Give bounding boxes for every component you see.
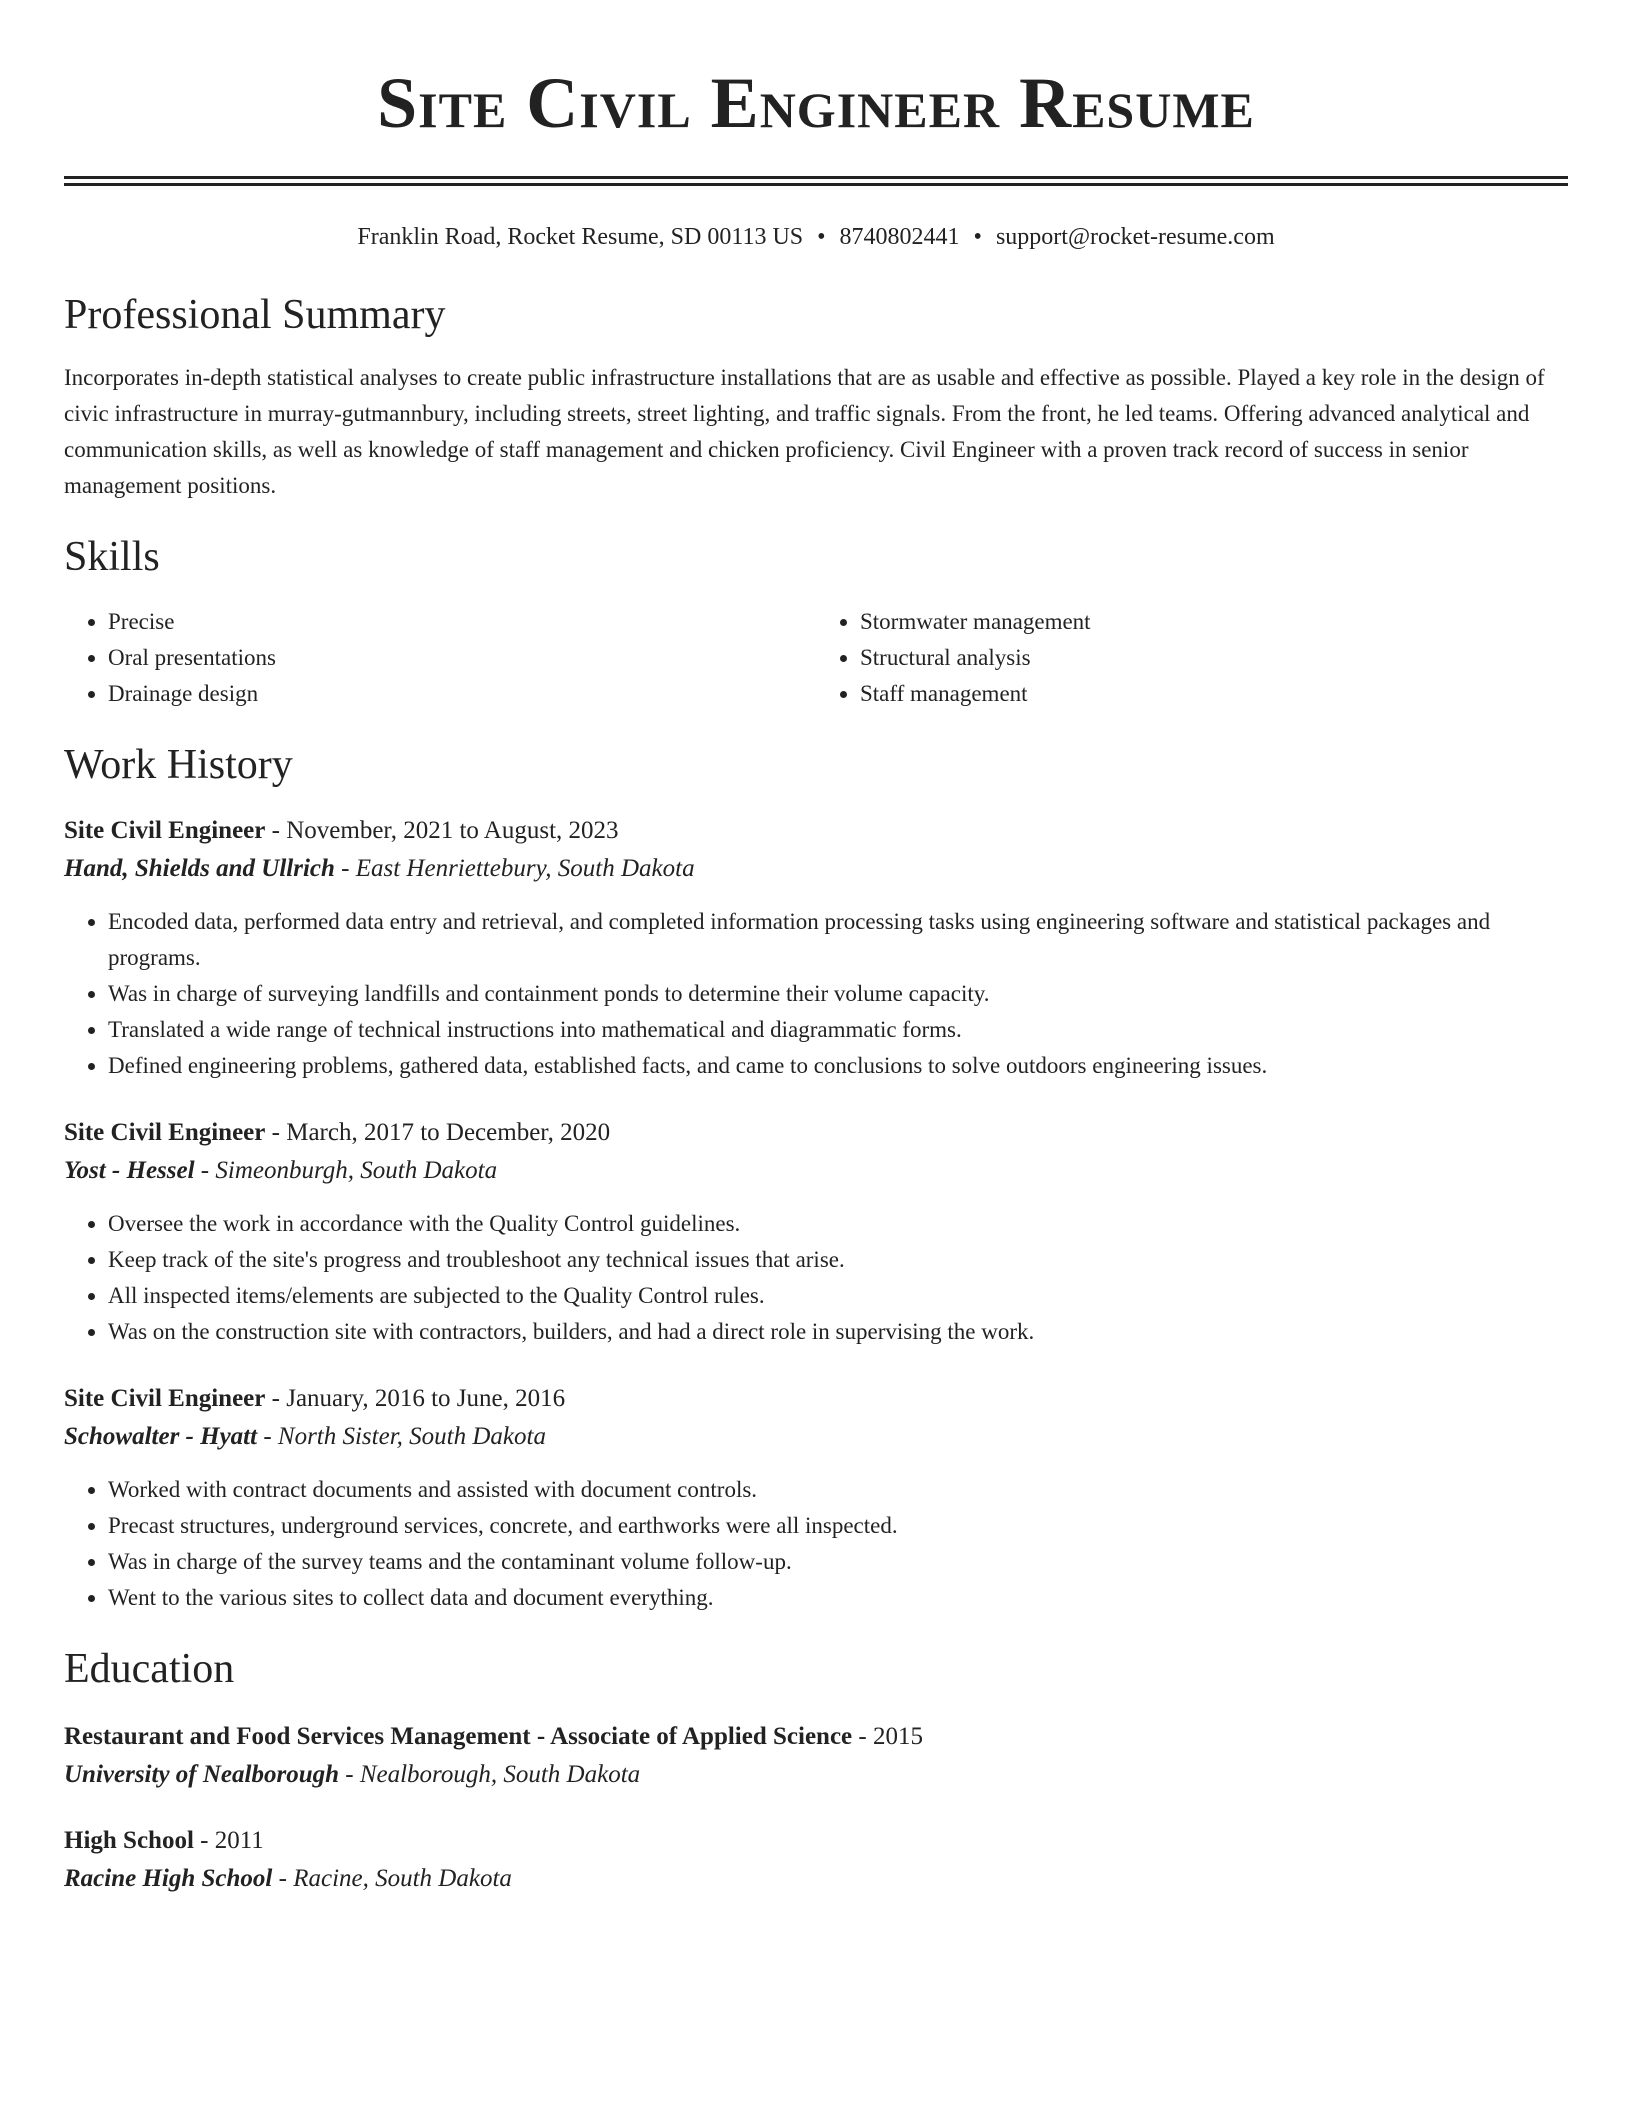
education-entry (64, 1824, 1568, 1896)
skills-list (64, 604, 1568, 712)
contact-separator: • (973, 224, 982, 250)
contact-address: Franklin Road, Rocket Resume, SD 00113 US (357, 224, 804, 250)
job-bullet: • Was in charge of the survey teams and the contaminant volume follow-up. (108, 1544, 1568, 1580)
job-dates: March, 2017 to December, 2020 (286, 1119, 611, 1146)
education-heading: Education (64, 1646, 235, 1692)
job-title: Site Civil Engineer (64, 1119, 266, 1146)
education-school: University of Nealborough (64, 1761, 339, 1788)
education-entry (64, 1720, 1568, 1792)
job-employer (64, 1420, 1568, 1454)
job-employer (64, 1154, 1568, 1188)
dash: - (200, 1827, 209, 1854)
education-degree: High School (64, 1827, 194, 1854)
job-title: Site Civil Engineer (64, 1385, 266, 1412)
contact-separator: • (817, 224, 826, 250)
dash: - (271, 1385, 280, 1412)
job-bullet: • Oversee the work in accordance with the Quality Control guidelines. (108, 1206, 1568, 1242)
education-school: Racine High School (64, 1865, 273, 1892)
job-bullet: • Defined engineering problems, gathered data, established facts, and came to conclusions to solve outdoors engineering issues. (108, 1048, 1568, 1084)
dash: - (341, 855, 350, 882)
job-title: Site Civil Engineer (64, 817, 266, 844)
education-header (64, 1824, 1568, 1858)
dash: - (278, 1865, 287, 1892)
skill-item: • Structural analysis (860, 640, 1568, 676)
job-header (64, 814, 1568, 848)
job-entry (64, 1382, 1568, 1616)
job-employer (64, 852, 1568, 886)
summary-heading: Professional Summary (64, 292, 446, 338)
dash: - (263, 1423, 272, 1450)
job-bullet: • Worked with contract documents and assisted with document controls. (108, 1472, 1568, 1508)
skills-heading: Skills (64, 534, 160, 580)
job-dates: November, 2021 to August, 2023 (286, 817, 619, 844)
skill-item: • Oral presentations (108, 640, 816, 676)
skill-item: • Staff management (860, 676, 1568, 712)
job-entry (64, 814, 1568, 1084)
job-bullets (64, 1206, 1568, 1350)
education-school-line (64, 1758, 1568, 1792)
job-company: Hand, Shields and Ullrich (64, 855, 335, 882)
job-location: East Henriettebury, South Dakota (355, 855, 695, 882)
job-bullets (64, 1472, 1568, 1616)
dash: - (271, 1119, 280, 1146)
page-title: Site Civil Engineer Resume (377, 63, 1255, 143)
job-company: Schowalter - Hyatt (64, 1423, 258, 1450)
education-school-line (64, 1862, 1568, 1896)
job-company: Yost - Hessel (64, 1157, 195, 1184)
work-history-heading: Work History (64, 742, 293, 788)
skills-column-right (816, 604, 1568, 712)
contact-phone[interactable]: 8740802441 (839, 224, 960, 250)
job-bullet: • All inspected items/elements are subjected to the Quality Control rules. (108, 1278, 1568, 1314)
education-location: Racine, South Dakota (293, 1865, 512, 1892)
job-location: North Sister, South Dakota (277, 1423, 546, 1450)
job-bullets (64, 904, 1568, 1084)
education-year: 2011 (214, 1827, 264, 1854)
skills-column-left (64, 604, 816, 712)
job-bullet: • Precast structures, underground services, concrete, and earthworks were all inspected. (108, 1508, 1568, 1544)
skill-item: • Drainage design (108, 676, 816, 712)
job-bullet: • Went to the various sites to collect data and document everything. (108, 1580, 1568, 1616)
summary-text: Incorporates in-depth statistical analyses to create public infrastructure installations that are as usable and effective as possible. Played a key role in the design of civic infrastructure in murray-gutmannbury, including streets, street lighting, and traffic signals. From the front, he led teams. Offering advanced analytical and communication skills, as well as knowledge of staff management and chicken proficiency. Civil Engineer with a proven track record of success in senior management positions. (64, 365, 1545, 498)
job-dates: January, 2016 to June, 2016 (286, 1385, 566, 1412)
education-header (64, 1720, 1568, 1754)
title-double-rule (64, 176, 1568, 186)
job-bullet: • Was in charge of surveying landfills and containment ponds to determine their volume capacity. (108, 976, 1568, 1012)
job-bullet: • Keep track of the site's progress and troubleshoot any technical issues that arise. (108, 1242, 1568, 1278)
job-entry (64, 1116, 1568, 1350)
dash: - (858, 1723, 867, 1750)
skill-item: • Stormwater management (860, 604, 1568, 640)
job-bullet: • Was on the construction site with contractors, builders, and had a direct role in supervising the work. (108, 1314, 1568, 1350)
dash: - (200, 1157, 210, 1184)
contact-email[interactable]: support@rocket-resume.com (995, 224, 1275, 250)
job-bullet: • Encoded data, performed data entry and retrieval, and completed information processing tasks using engineering software and statistical packages and programs. (108, 904, 1568, 976)
education-year: 2015 (872, 1723, 923, 1750)
dash: - (271, 817, 280, 844)
job-header (64, 1382, 1568, 1416)
job-header (64, 1116, 1568, 1150)
education-location: Nealborough, South Dakota (359, 1761, 641, 1788)
dash: - (345, 1761, 354, 1788)
skill-item: • Precise (108, 604, 816, 640)
job-location: Simeonburgh, South Dakota (215, 1157, 498, 1184)
job-bullet: • Translated a wide range of technical instructions into mathematical and diagrammatic forms. (108, 1012, 1568, 1048)
education-degree: Restaurant and Food Services Management - Associate of Applied Science (64, 1723, 853, 1750)
contact-line (64, 222, 1568, 252)
